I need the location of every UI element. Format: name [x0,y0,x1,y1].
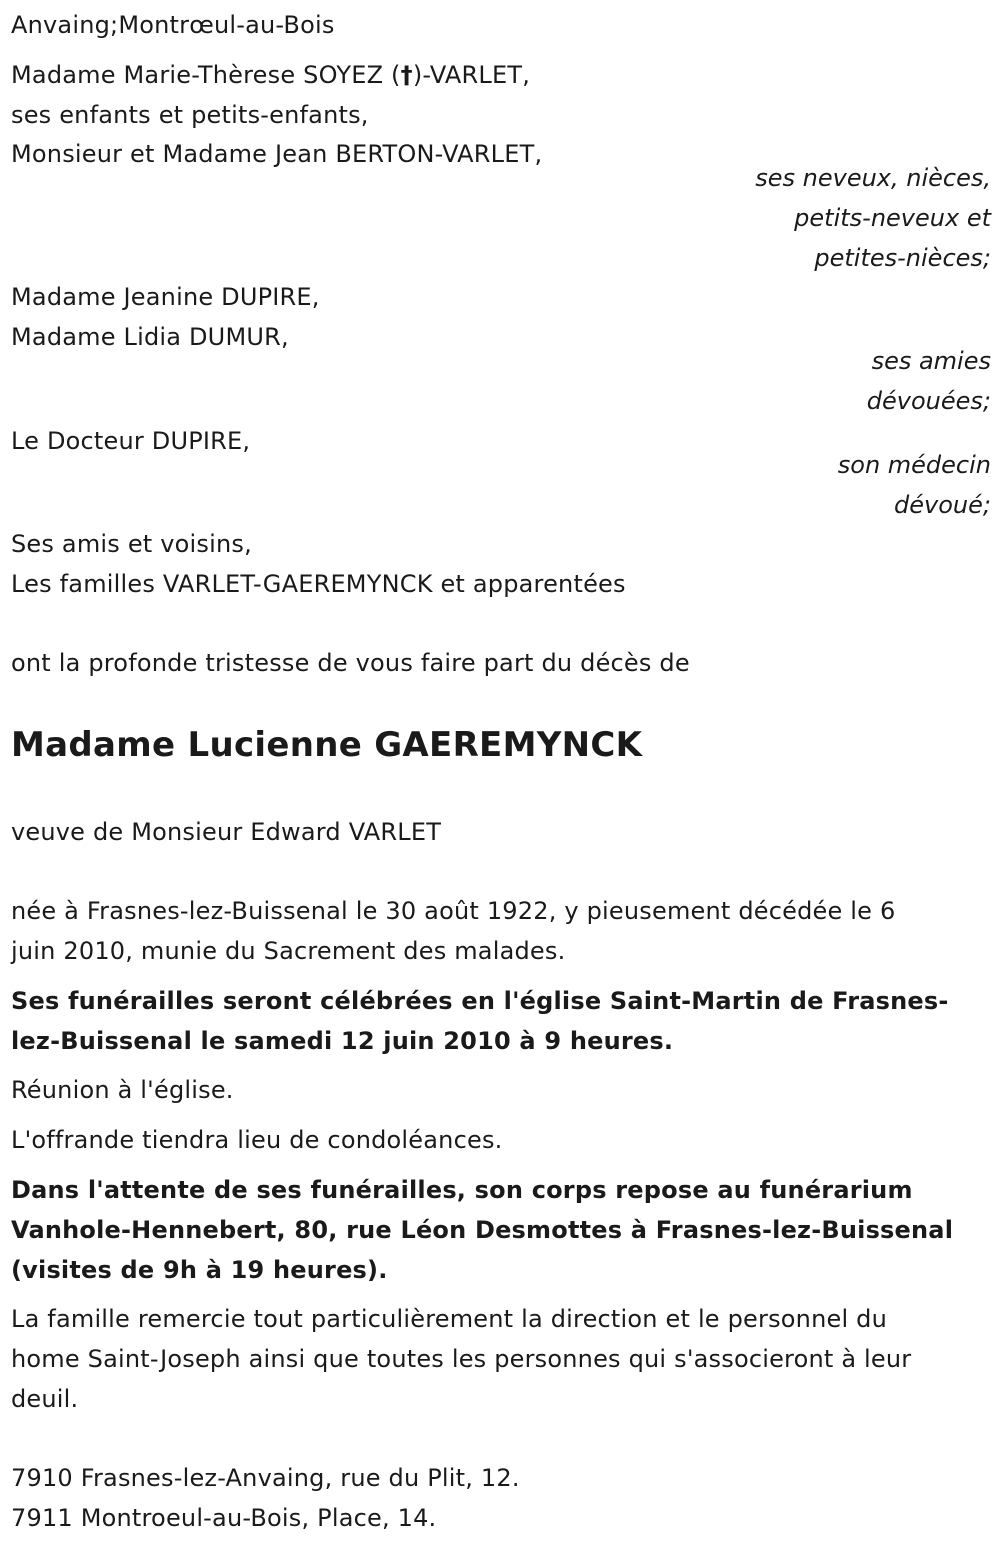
relation-nephews-1: ses neveux, nièces, [755,164,991,192]
meeting-info: Réunion à l'église. [11,1076,234,1104]
locality-header: Anvaing;Montrœul-au-Bois [11,11,335,39]
relation-friends-2: dévouées; [866,387,991,415]
friend-line-2: Madame Lidia DUMUR, [11,323,289,351]
deceased-name: Madame Lucienne GAEREMYNCK [11,725,643,765]
family-line-1-start: Madame Marie-Thèrese SOYEZ ( [11,61,401,89]
family-line-2: ses enfants et petits-enfants, [11,101,369,129]
others-line-2: Les familles VARLET-GAEREMYNCK et apparentées [11,570,626,598]
birth-death-line-2: juin 2010, munie du Sacrement des malades. [11,937,566,965]
announcement: ont la profonde tristesse de vous faire part du décès de [11,649,690,677]
relation-friends-1: ses amies [871,347,991,375]
others-line-1: Ses amis et voisins, [11,530,252,558]
funeral-line-2: lez-Buissenal le samedi 12 juin 2010 à 9 heures. [11,1027,674,1055]
relation-doctor-1: son médecin [837,451,991,479]
relation-nephews-3: petites-nièces; [814,244,991,272]
viewing-line-1: Dans l'attente de ses funérailles, son corps repose au funérarium [11,1176,913,1204]
family-line-1 [11,60,530,90]
viewing-line-3: (visites de 9h à 19 heures). [11,1256,388,1284]
friend-line-1: Madame Jeanine DUPIRE, [11,283,320,311]
relation-nephews-2: petits-neveux et [794,204,991,232]
relation-doctor-2: dévoué; [894,491,991,519]
address-line-1: 7910 Frasnes-lez-Anvaing, rue du Plit, 12. [11,1464,520,1492]
address-line-2: 7911 Montroeul-au-Bois, Place, 14. [11,1504,437,1532]
family-line-1-end: )-VARLET, [412,61,531,89]
birth-death-line-1: née à Frasnes-lez-Buissenal le 30 août 1922, y pieusement décédée le 6 [11,897,896,925]
family-line-3: Monsieur et Madame Jean BERTON-VARLET, [11,140,543,168]
thanks-line-1: La famille remercie tout particulièrement la direction et le personnel du [11,1305,887,1333]
funeral-line-1: Ses funérailles seront célébrées en l'église Saint-Martin de Frasnes- [11,987,949,1015]
condolences-info: L'offrande tiendra lieu de condoléances. [11,1126,503,1154]
cross-icon: † [400,61,413,89]
thanks-line-3: deuil. [11,1385,79,1413]
thanks-line-2: home Saint-Joseph ainsi que toutes les personnes qui s'associeront à leur [11,1345,912,1373]
doctor-line: Le Docteur DUPIRE, [11,427,251,455]
viewing-line-2: Vanhole-Hennebert, 80, rue Léon Desmottes à Frasnes-lez-Buissenal [11,1216,954,1244]
widow-of: veuve de Monsieur Edward VARLET [11,818,442,846]
